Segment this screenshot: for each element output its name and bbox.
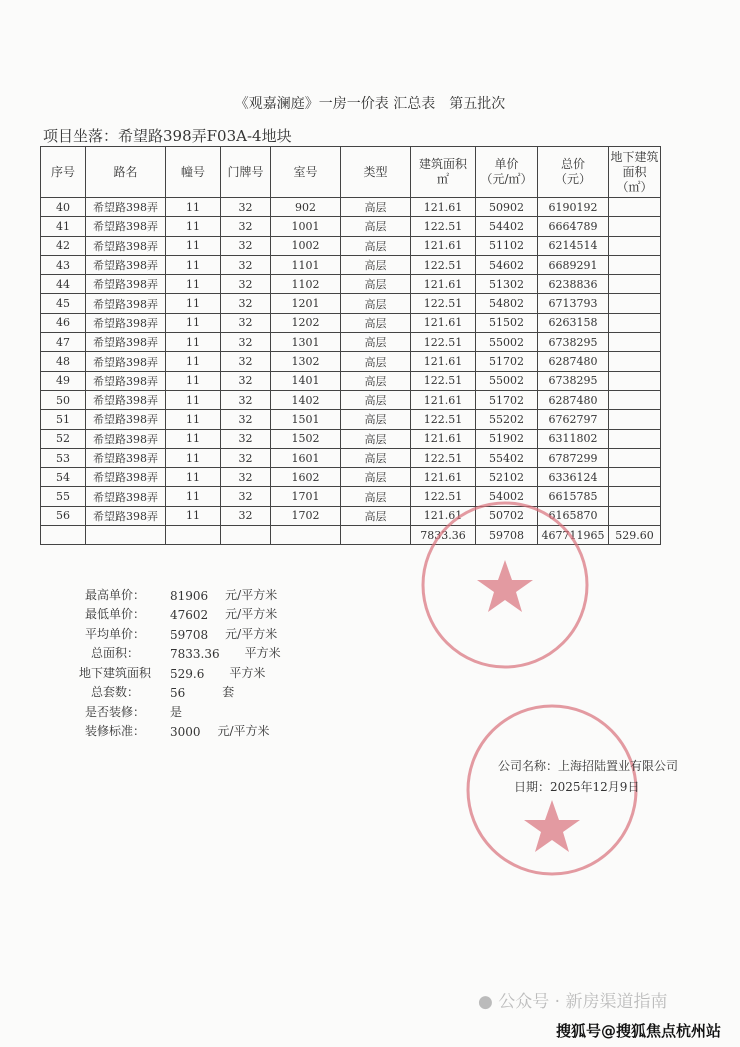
table-cell: 希望路398弄 [86,294,166,313]
table-cell: 54802 [476,294,538,313]
table-cell: 11 [166,294,221,313]
table-cell: 52 [41,429,86,448]
summary-value: 47602 [170,608,209,622]
summary-row [60,622,298,642]
table-cell [609,198,661,217]
table-cell: 51102 [476,236,538,255]
table-cell: 6689291 [538,255,609,274]
table-cell: 高层 [341,294,411,313]
table-cell: 121.61 [411,390,476,409]
table-cell: 11 [166,313,221,332]
table-cell: 32 [221,506,271,525]
summary-value: 56 [170,686,186,700]
table-row [41,255,661,274]
table-cell: 6190192 [538,198,609,217]
column-header: 室号 [271,147,341,198]
table-cell: 希望路398弄 [86,468,166,487]
table-cell: 1501 [271,410,341,429]
table-cell: 122.51 [411,371,476,390]
issue-date: 日期：2025年12月9日 [514,780,640,794]
summary-label: 地下建筑面积 [78,665,151,680]
table-cell: 1102 [271,275,341,294]
table-cell: 32 [221,313,271,332]
table-row [41,390,661,409]
table-cell: 32 [221,448,271,467]
table-cell: 11 [166,275,221,294]
table-cell: 32 [221,390,271,409]
table-cell: 希望路398弄 [86,390,166,409]
table-cell: 1602 [271,468,341,487]
table-cell: 11 [166,410,221,429]
table-cell: 32 [221,410,271,429]
table-cell: 40 [41,198,86,217]
table-cell [609,448,661,467]
column-header: 建筑面积 ㎡ [411,147,476,198]
total-cell: 529.60 [609,526,661,545]
table-cell: 1202 [271,313,341,332]
table-cell: 1402 [271,390,341,409]
table-cell: 希望路398弄 [86,448,166,467]
table-cell: 32 [221,294,271,313]
summary-label: 平均单价： [84,626,145,641]
column-header: 地下建筑 面积 （㎡） [609,147,661,198]
table-cell: 希望路398弄 [86,275,166,294]
table-cell [609,236,661,255]
summary-row [60,700,298,720]
table-cell: 55202 [476,410,538,429]
table-cell: 121.61 [411,313,476,332]
table-cell: 1201 [271,294,341,313]
table-cell: 122.51 [411,487,476,506]
table-cell: 1401 [271,371,341,390]
table-cell: 1302 [271,352,341,371]
table-row [41,468,661,487]
table-cell: 高层 [341,236,411,255]
table-cell [609,217,661,236]
total-cell: 59708 [476,526,538,545]
official-seal-stamp [418,498,593,673]
summary-row [60,661,298,681]
table-row [41,313,661,332]
table-cell: 1101 [271,255,341,274]
table-cell: 32 [221,275,271,294]
table-cell [609,371,661,390]
table-cell: 高层 [341,313,411,332]
table-cell: 1301 [271,333,341,352]
total-cell [86,526,166,545]
table-cell: 11 [166,487,221,506]
summary-value: 是 [170,704,183,719]
table-cell: 51702 [476,352,538,371]
table-cell: 1502 [271,429,341,448]
table-cell [609,255,661,274]
table-cell: 6738295 [538,333,609,352]
table-cell: 11 [166,352,221,371]
table-cell: 高层 [341,390,411,409]
table-cell: 50702 [476,506,538,525]
table-cell: 希望路398弄 [86,410,166,429]
table-cell: 1701 [271,487,341,506]
table-cell [609,487,661,506]
summary-unit: 平方米 [229,665,266,680]
table-cell: 121.61 [411,429,476,448]
table-cell: 11 [166,390,221,409]
summary-value: 529.6 [170,666,205,681]
table-cell: 11 [166,429,221,448]
table-row [41,275,661,294]
sohu-watermark: 搜狐号@搜狐焦点杭州站 [556,1022,722,1040]
table-cell: 11 [166,333,221,352]
table-cell: 50902 [476,198,538,217]
table-cell: 6615785 [538,487,609,506]
table-cell: 高层 [341,371,411,390]
table-row [41,217,661,236]
table-cell: 6287480 [538,352,609,371]
table-cell [609,313,661,332]
summary-label: 是否装修： [84,704,145,719]
table-cell: 高层 [341,410,411,429]
summary-section [60,583,298,739]
table-cell: 45 [41,294,86,313]
table-cell: 41 [41,217,86,236]
table-cell: 121.61 [411,198,476,217]
table-cell: 51702 [476,390,538,409]
column-header: 单价 （元/㎡） [476,147,538,198]
table-row [41,410,661,429]
summary-label: 总面积： [90,646,139,660]
table-cell: 11 [166,198,221,217]
table-cell: 121.61 [411,468,476,487]
table-cell: 1702 [271,506,341,525]
table-cell: 55002 [476,333,538,352]
table-cell: 122.51 [411,410,476,429]
table-cell: 希望路398弄 [86,255,166,274]
table-cell: 44 [41,275,86,294]
table-cell: 希望路398弄 [86,506,166,525]
table-cell: 32 [221,333,271,352]
table-cell: 高层 [341,275,411,294]
summary-value: 81906 [170,588,209,603]
table-cell: 希望路398弄 [86,236,166,255]
table-cell: 53 [41,448,86,467]
table-cell: 希望路398弄 [86,429,166,448]
table-cell: 32 [221,236,271,255]
table-cell: 47 [41,333,86,352]
table-row [41,333,661,352]
wechat-watermark: ● 公众号 · 新房渠道指南 [478,992,668,1012]
table-cell: 6738295 [538,371,609,390]
summary-row [60,681,298,701]
summary-value: 3000 [170,725,201,739]
table-cell [609,410,661,429]
summary-unit: 元/平方米 [225,607,278,621]
table-cell: 122.51 [411,448,476,467]
table-cell [609,275,661,294]
table-cell: 32 [221,487,271,506]
table-cell: 32 [221,429,271,448]
summary-row [60,583,298,603]
column-header: 总价 （元） [538,147,609,198]
table-cell: 51302 [476,275,538,294]
table-cell: 902 [271,198,341,217]
table-cell: 122.51 [411,217,476,236]
table-cell: 32 [221,352,271,371]
table-cell: 121.61 [411,236,476,255]
table-cell: 高层 [341,255,411,274]
table-cell: 高层 [341,448,411,467]
table-cell: 32 [221,468,271,487]
summary-unit: 元/平方米 [225,626,278,641]
table-cell: 6263158 [538,313,609,332]
table-cell [609,429,661,448]
table-row [41,236,661,255]
table-cell: 51902 [476,429,538,448]
project-location: 项目坐落：希望路398弄F03A-4地块 [43,127,292,145]
summary-row [60,603,298,623]
table-cell: 11 [166,217,221,236]
table-cell: 高层 [341,333,411,352]
table-cell: 6713793 [538,294,609,313]
summary-row [60,720,298,740]
table-cell: 121.61 [411,352,476,371]
table-cell: 122.51 [411,333,476,352]
table-cell: 1001 [271,217,341,236]
table-cell: 121.61 [411,506,476,525]
table-cell: 11 [166,255,221,274]
table-cell: 希望路398弄 [86,198,166,217]
table-cell: 50 [41,390,86,409]
table-cell: 希望路398弄 [86,371,166,390]
table-cell: 43 [41,255,86,274]
table-cell: 46 [41,313,86,332]
total-cell: 7833.36 [411,526,476,545]
table-cell: 32 [221,371,271,390]
table-cell: 11 [166,236,221,255]
table-header [41,147,661,198]
column-header: 幢号 [166,147,221,198]
table-cell: 48 [41,352,86,371]
table-cell: 希望路398弄 [86,333,166,352]
table-cell: 51 [41,410,86,429]
table-cell [609,333,661,352]
table-cell: 希望路398弄 [86,217,166,236]
table-cell: 高层 [341,487,411,506]
table-row [41,198,661,217]
company-name: 公司名称：上海招陆置业有限公司 [498,759,679,773]
table-cell: 32 [221,255,271,274]
total-cell [221,526,271,545]
table-cell: 122.51 [411,255,476,274]
table-cell: 32 [221,198,271,217]
summary-label: 装修标准： [84,724,145,738]
total-cell [341,526,411,545]
table-row [41,352,661,371]
column-header: 序号 [41,147,86,198]
table-cell: 6311802 [538,429,609,448]
document-title: 《观嘉澜庭》一房一价表 汇总表 第五批次 [234,96,506,112]
table-cell: 11 [166,468,221,487]
table-row [41,294,661,313]
table-cell: 6664789 [538,217,609,236]
table-cell: 高层 [341,217,411,236]
table-cell: 高层 [341,468,411,487]
summary-unit: 平方米 [244,646,281,660]
table-cell: 6214514 [538,236,609,255]
table-cell [609,468,661,487]
total-cell [166,526,221,545]
summary-row [60,642,298,662]
table-cell: 6787299 [538,448,609,467]
table-cell: 32 [221,217,271,236]
table-cell: 54 [41,468,86,487]
table-cell [609,352,661,371]
table-cell: 11 [166,371,221,390]
table-cell: 希望路398弄 [86,487,166,506]
summary-label: 总套数： [90,685,139,699]
table-cell: 6762797 [538,410,609,429]
column-header: 门牌号 [221,147,271,198]
table-cell: 高层 [341,198,411,217]
total-cell: 467711965 [538,526,609,545]
table-cell: 54402 [476,217,538,236]
table-cell: 高层 [341,506,411,525]
table-cell: 希望路398弄 [86,352,166,371]
table-cell: 希望路398弄 [86,313,166,332]
summary-label: 最低单价： [84,607,145,621]
summary-unit: 元/平方米 [217,724,270,738]
table-cell [609,294,661,313]
column-header: 类型 [341,147,411,198]
table-cell: 6238836 [538,275,609,294]
summary-label: 最高单价： [84,587,145,602]
table-cell [609,390,661,409]
table-cell: 51502 [476,313,538,332]
table-cell: 1601 [271,448,341,467]
table-row [41,371,661,390]
table-row [41,429,661,448]
summary-value: 7833.36 [170,647,220,661]
table-cell [609,506,661,525]
table-cell: 6336124 [538,468,609,487]
table-cell: 121.61 [411,275,476,294]
table-cell: 42 [41,236,86,255]
price-table [40,146,661,545]
table-cell: 52102 [476,468,538,487]
table-cell: 高层 [341,352,411,371]
table-cell: 55402 [476,448,538,467]
table-cell: 1002 [271,236,341,255]
table-cell: 高层 [341,429,411,448]
summary-value: 59708 [170,627,209,642]
table-cell: 122.51 [411,294,476,313]
table-cell: 54002 [476,487,538,506]
table-cell: 56 [41,506,86,525]
table-cell: 6165870 [538,506,609,525]
total-cell [271,526,341,545]
table-cell: 55 [41,487,86,506]
table-cell: 11 [166,506,221,525]
summary-unit: 元/平方米 [225,587,278,602]
table-cell: 54602 [476,255,538,274]
table-cell: 11 [166,448,221,467]
column-header: 路名 [86,147,166,198]
total-cell [41,526,86,545]
table-cell: 49 [41,371,86,390]
table-cell: 55002 [476,371,538,390]
table-cell: 6287480 [538,390,609,409]
summary-unit: 套 [222,685,235,699]
table-row [41,448,661,467]
